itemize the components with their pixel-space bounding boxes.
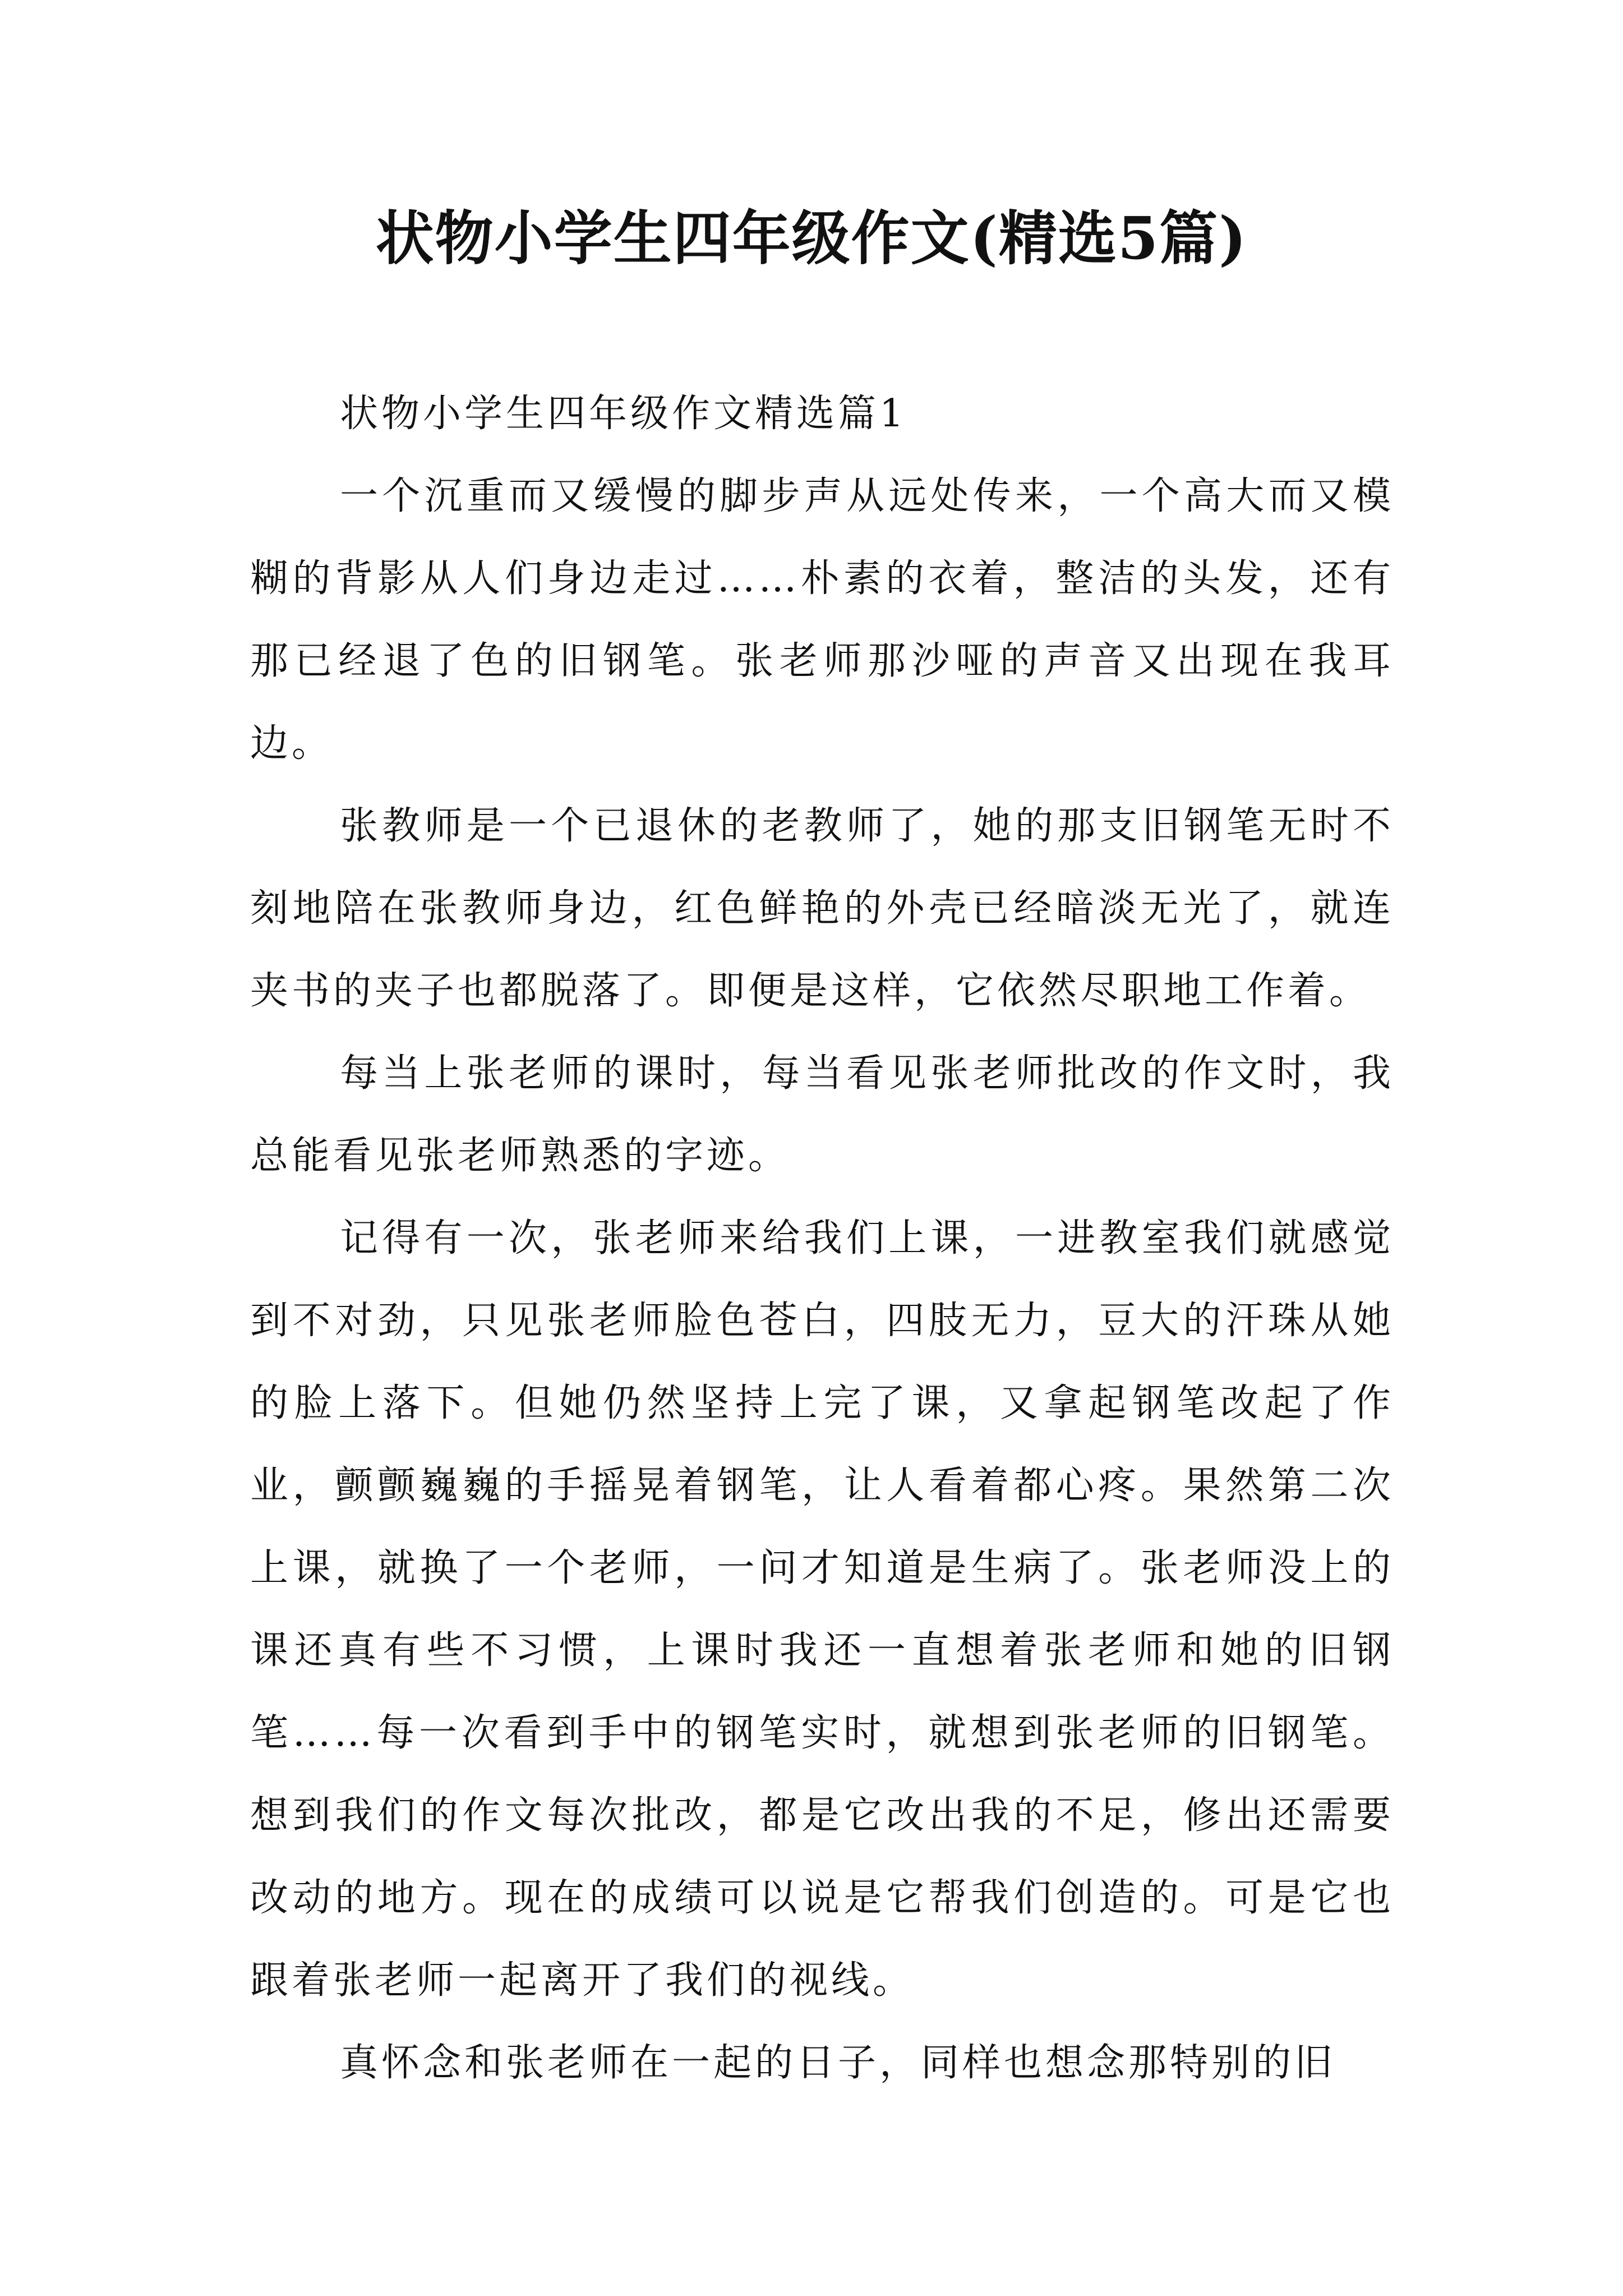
paragraph: 真怀念和张老师在一起的日子，同样也想念那特别的旧 [340, 2041, 1336, 2085]
paragraph: 记得有一次，张老师来给我们上课，一进教室我们就感觉到不对劲，只见张老师脸色苍白，四肢无力，豆大的汗珠从她的脸上落下。但她仍然坚持上完了课，又拿起钢笔改起了作业，颤颤巍巍的手摇晃着钢笔，让人看着都心疼。果然第二次上课，就换了一个老师，一问才知道是生病了。张老师没上的课还真有些不习惯，上课时我还一直想着张老师和她的旧钢笔……每一次看到手中的钢笔实时，就想到张老师的旧钢笔。想到我们的作文每次批改，都是它改出我的不足，修出还需要改动的地方。现在的成绩可以说是它帮我们创造的。可是它也跟着张老师一起离开了我们的视线。 [250, 1216, 1394, 2003]
section-heading: 状物小学生四年级作文精选篇1 [340, 392, 907, 436]
document-title: 状物小学生四年级作文(精选5篇) [375, 204, 1248, 273]
paragraph: 每当上张老师的课时，每当看见张老师批改的作文时，我总能看见张老师熟悉的字迹。 [250, 1051, 1394, 1178]
paragraph: 一个沉重而又缓慢的脚步声从远处传来，一个高大而又模糊的背影从人们身边走过……朴素的衣着，整洁的头发，还有那已经退了色的旧钢笔。张老师那沙哑的声音又出现在我耳边。 [250, 474, 1394, 766]
document-body [250, 372, 1394, 2104]
paragraph: 张教师是一个已退休的老教师了，她的那支旧钢笔无时不刻地陪在张教师身边，红色鲜艳的外壳已经暗淡无光了，就连夹书的夹子也都脱落了。即便是这样，它依然尽职地工作着。 [250, 804, 1394, 1013]
